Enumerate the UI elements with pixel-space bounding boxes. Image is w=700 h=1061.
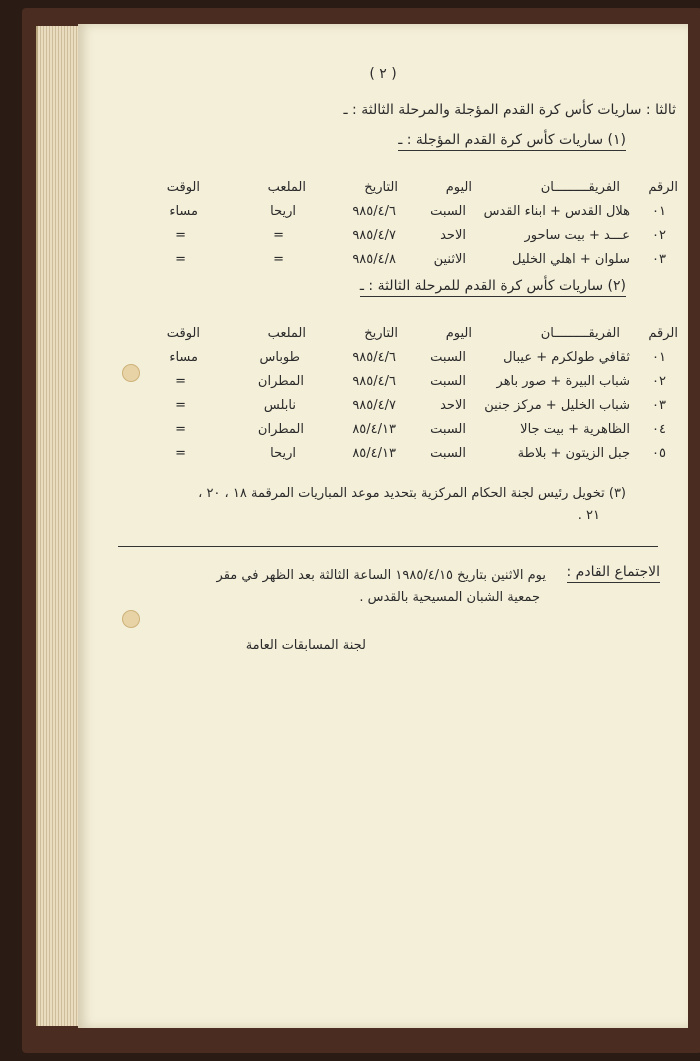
row-number: ٠٣	[652, 252, 666, 267]
header-time: الوقت	[166, 326, 200, 341]
row-teams: عـــد + بيت ساحور	[524, 228, 630, 243]
row-time: مساء	[169, 204, 198, 219]
row-date: ٨٥/٤/١٣	[352, 446, 396, 461]
row-time: =	[175, 398, 186, 413]
section-title: ثالثا : ساريات كأس كرة القدم المؤجلة والمرحلة الثالثة : ـ	[343, 102, 676, 118]
row-teams: سلوان + اهلي الخليل	[511, 252, 630, 267]
header-date: التاريخ	[364, 326, 398, 341]
row-day: الاثنين	[433, 252, 466, 267]
row-number: ٠٢	[652, 374, 666, 389]
header-number: الرقم	[648, 180, 678, 195]
row-time: مساء	[169, 350, 198, 365]
header-venue: الملعب	[267, 180, 306, 195]
row-teams: هلال القدس + ابناء القدس	[483, 204, 630, 219]
meeting-line2: جمعية الشبان المسيحية بالقدس .	[359, 590, 540, 605]
row-day: السبت	[430, 422, 466, 437]
row-date: ٨٥/٤/١٣	[352, 422, 396, 437]
row-venue: اريحا	[270, 204, 296, 219]
row-day: الاحد	[440, 398, 466, 413]
row-time: =	[175, 252, 186, 267]
row-time: =	[175, 228, 186, 243]
meeting-label: الاجتماع القادم :	[567, 564, 661, 583]
note-3-line2: ٢١ .	[577, 508, 600, 523]
row-date: ٩٨٥/٤/٦	[352, 350, 396, 365]
row-number: ٠٢	[652, 228, 666, 243]
row-teams: شباب البيرة + صور باهر	[496, 374, 630, 389]
row-number: ٠١	[652, 350, 666, 365]
header-time: الوقت	[166, 180, 200, 195]
row-teams: الظاهرية + بيت جالا	[520, 422, 630, 437]
row-number: ٠٥	[652, 446, 666, 461]
meeting-line1: يوم الاثنين بتاريخ ١٩٨٥/٤/١٥ الساعة الثالثة بعد الظهر في مقر	[216, 568, 546, 583]
row-venue: المطران	[257, 374, 304, 389]
page-number: ( ٢ )	[369, 66, 397, 82]
header-date: التاريخ	[364, 180, 398, 195]
row-day: السبت	[430, 446, 466, 461]
row-time: =	[175, 374, 186, 389]
subsection2-title: (٢) ساريات كأس كرة القدم للمرحلة الثالثة : ـ	[360, 278, 626, 297]
header-day: اليوم	[445, 326, 472, 341]
row-number: ٠١	[652, 204, 666, 219]
row-day: السبت	[430, 374, 466, 389]
row-day: الاحد	[440, 228, 466, 243]
row-date: ٩٨٥/٤/٧	[352, 228, 396, 243]
document-page	[78, 24, 688, 1028]
signature: لجنة المسابقات العامة	[245, 638, 366, 653]
row-number: ٠٤	[652, 422, 666, 437]
row-date: ٩٨٥/٤/٦	[352, 204, 396, 219]
header-venue: الملعب	[267, 326, 306, 341]
note-3-line1: (٣) تخويل رئيس لجنة الحكام المركزية بتحديد موعد المباريات المرقمة ١٨ ، ٢٠ ،	[198, 486, 626, 501]
divider	[118, 546, 658, 547]
row-venue: المطران	[257, 422, 304, 437]
row-day: السبت	[430, 350, 466, 365]
row-date: ٩٨٥/٤/٦	[352, 374, 396, 389]
punch-hole	[122, 364, 140, 382]
header-day: اليوم	[445, 180, 472, 195]
row-teams: جبل الزيتون + بلاطة	[517, 446, 630, 461]
row-time: =	[175, 446, 186, 461]
header-teams: الفريقـــــــــان	[540, 326, 620, 341]
row-date: ٩٨٥/٤/٨	[352, 252, 396, 267]
row-venue: =	[273, 228, 284, 243]
row-day: السبت	[430, 204, 466, 219]
row-number: ٠٣	[652, 398, 666, 413]
row-date: ٩٨٥/٤/٧	[352, 398, 396, 413]
row-venue: اريحا	[270, 446, 296, 461]
row-venue: طوباس	[259, 350, 300, 365]
row-venue: =	[273, 252, 284, 267]
row-venue: نابلس	[263, 398, 296, 413]
header-teams: الفريقـــــــــان	[540, 180, 620, 195]
row-teams: ثقافي طولكرم + عيبال	[503, 350, 630, 365]
header-number: الرقم	[648, 326, 678, 341]
row-time: =	[175, 422, 186, 437]
subsection1-title: (١) ساريات كأس كرة القدم المؤجلة : ـ	[398, 132, 626, 151]
punch-hole	[122, 610, 140, 628]
row-teams: شباب الخليل + مركز جنين	[484, 398, 630, 413]
